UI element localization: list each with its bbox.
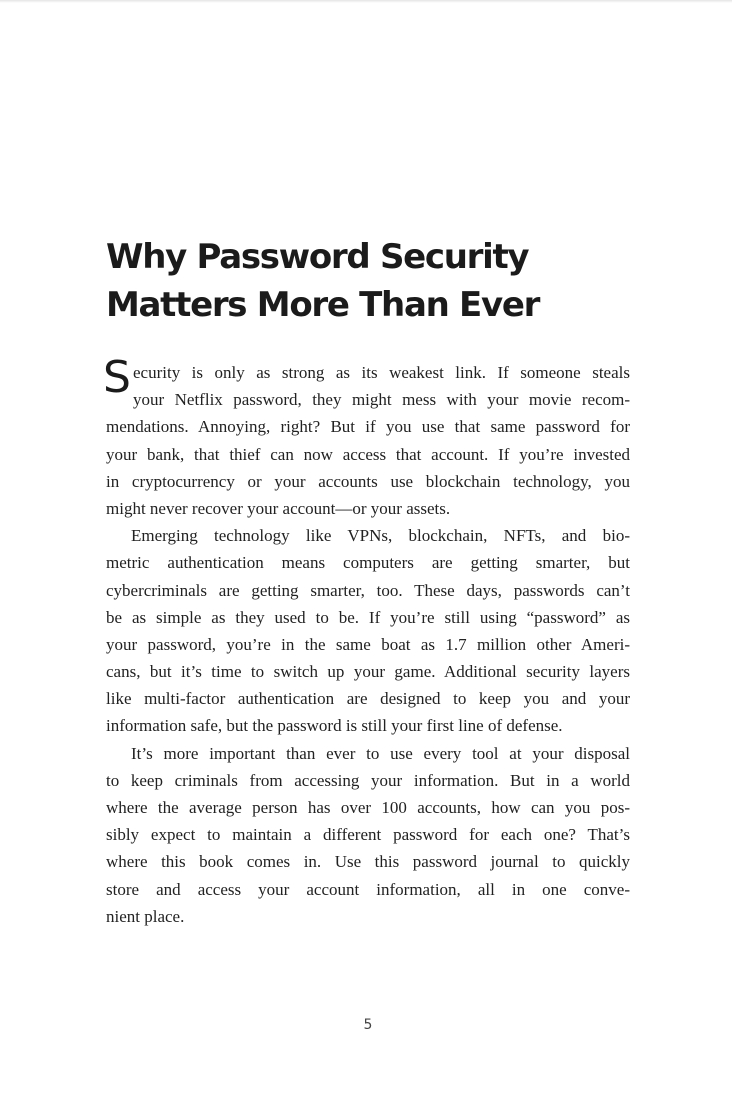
text-line: sibly expect to maintain a different password for each one? That’s bbox=[106, 825, 630, 845]
text-line: might never recover your account—or your assets. bbox=[106, 498, 451, 518]
page-number: 5 bbox=[363, 1017, 373, 1033]
paragraph-2 bbox=[106, 522, 630, 740]
text-line: where the average person has over 100 accounts, how can you pos- bbox=[106, 798, 630, 817]
text-line: to keep criminals from accessing your information. But in a world bbox=[106, 770, 630, 790]
chapter-title-line-2: Matters More Than Ever bbox=[106, 285, 540, 325]
text-line: like multi-factor authentication are designed to keep you and your bbox=[106, 689, 630, 709]
text-line: cans, but it’s time to switch up your game. Additional security layers bbox=[106, 662, 630, 682]
text-line: in cryptocurrency or your accounts use blockchain technology, you bbox=[106, 471, 630, 491]
text-line: where this book comes in. Use this password journal to quickly bbox=[106, 852, 630, 872]
text-line: be as simple as they used to be. If you’re still using “password” as bbox=[106, 607, 630, 627]
text-line: information safe, but the password is still your first line of defense. bbox=[106, 716, 563, 736]
drop-cap: S bbox=[103, 352, 131, 403]
text-line: store and access your account information, all in one conve- bbox=[106, 879, 630, 899]
text-line: your bank, that thief can now access that account. If you’re invested bbox=[106, 444, 630, 464]
text-line: It’s more important than ever to use every tool at your disposal bbox=[131, 743, 630, 763]
paragraph-3 bbox=[106, 740, 630, 930]
text-line: ecurity is only as strong as its weakest link. If someone steals bbox=[133, 363, 630, 382]
text-line: nient place. bbox=[106, 906, 185, 926]
chapter-title-line-1: Why Password Security bbox=[106, 237, 529, 277]
book-page bbox=[103, 0, 630, 1100]
text-line: your password, you’re in the same boat as 1.7 million other Ameri- bbox=[106, 634, 630, 654]
text-line: cybercriminals are getting smarter, too. These days, passwords can’t bbox=[106, 580, 630, 600]
chapter-title bbox=[106, 233, 630, 329]
paragraph-1 bbox=[106, 359, 630, 522]
body-text bbox=[103, 352, 630, 930]
text-line: Emerging technology like VPNs, blockchain, NFTs, and bio- bbox=[131, 526, 630, 546]
text-line: mendations. Annoying, right? But if you use that same password for bbox=[106, 417, 630, 437]
text-line: your Netflix password, they might mess with your movie recom- bbox=[133, 390, 630, 410]
text-line: metric authentication means computers are getting smarter, but bbox=[106, 553, 630, 573]
